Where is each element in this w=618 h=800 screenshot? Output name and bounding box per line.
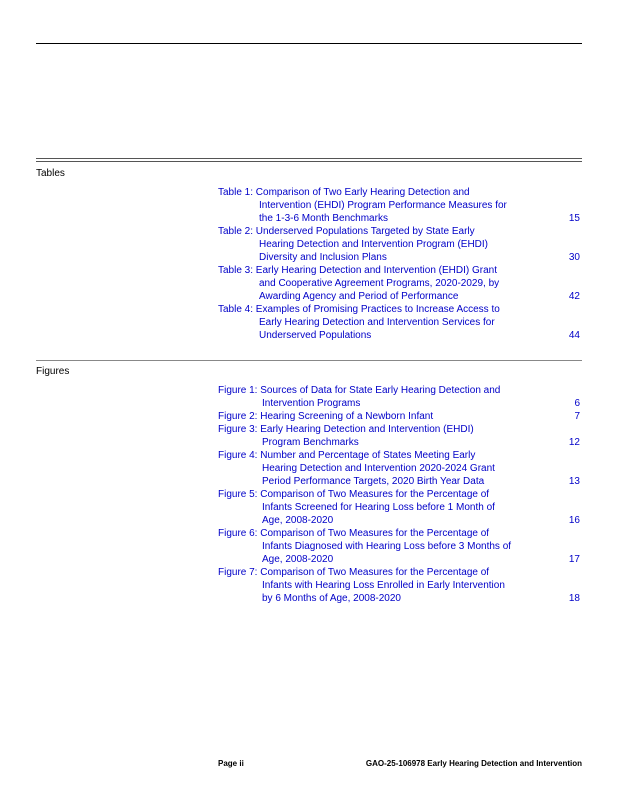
table-entry-4[interactable] [218, 303, 580, 342]
figure-entry-1[interactable] [218, 384, 580, 410]
figure-entry-line: Infants Diagnosed with Hearing Loss before 3 Months of [262, 541, 512, 552]
table-entry-line: Underserved Populations [259, 330, 372, 341]
table-entry-line: the 1-3-6 Month Benchmarks [259, 213, 388, 224]
figure-entry-page-number: 18 [568, 593, 580, 604]
figure-entry-line: Figure 1: Sources of Data for State Early Hearing Detection and [218, 385, 501, 396]
footer-report-title: GAO-25-106978 Early Hearing Detection and Intervention [365, 759, 582, 768]
figure-entry-line: Age, 2008-2020 [262, 554, 334, 565]
table-entry-line: Diversity and Inclusion Plans [259, 252, 387, 263]
table-entry-line: Table 4: Examples of Promising Practices to Increase Access to [218, 304, 500, 315]
figure-entry-line: Figure 3: Early Hearing Detection and Intervention (EHDI) [218, 424, 474, 435]
figure-entry-line: Infants Screened for Hearing Loss before 1 Month of [262, 502, 495, 513]
figure-entry-line: Figure 2: Hearing Screening of a Newborn Infant [218, 411, 434, 422]
header-rule [36, 43, 582, 44]
figure-entry-line: Intervention Programs [262, 398, 361, 409]
figure-entry-line: Figure 5: Comparison of Two Measures for the Percentage of [218, 489, 490, 500]
figure-entry-page-number: 12 [568, 437, 580, 448]
figure-entry-line: Age, 2008-2020 [262, 515, 334, 526]
figure-entry-page-number: 16 [568, 515, 580, 526]
figure-entry-line: Figure 6: Comparison of Two Measures for the Percentage of [218, 528, 490, 539]
figure-entry-line: Period Performance Targets, 2020 Birth Year Data [262, 476, 485, 487]
table-entry-line: Table 1: Comparison of Two Early Hearing Detection and [218, 187, 470, 198]
table-entry-line: Table 3: Early Hearing Detection and Intervention (EHDI) Grant [218, 265, 498, 276]
figure-entry-page-number: 13 [568, 476, 580, 487]
figure-entry-2[interactable] [218, 410, 580, 423]
table-entry-2[interactable] [218, 225, 580, 264]
figure-entry-line: Infants with Hearing Loss Enrolled in Early Intervention [262, 580, 505, 591]
figure-entry-line: by 6 Months of Age, 2008-2020 [262, 593, 401, 604]
figure-entry-7[interactable] [218, 566, 580, 605]
figure-entry-6[interactable] [218, 527, 580, 566]
table-entry-1[interactable] [218, 186, 580, 225]
figure-entry-3[interactable] [218, 423, 580, 449]
table-entry-line: Table 2: Underserved Populations Targeted by State Early [218, 226, 475, 237]
table-entry-page-number: 42 [568, 291, 580, 302]
figure-entry-line: Figure 4: Number and Percentage of States Meeting Early [218, 450, 476, 461]
figure-entry-line: Figure 7: Comparison of Two Measures for the Percentage of [218, 567, 490, 578]
footer-page-label: Page ii [218, 759, 244, 768]
figure-entry-page-number: 17 [568, 554, 580, 565]
figure-entry-line: Program Benchmarks [262, 437, 359, 448]
figure-entry-5[interactable] [218, 488, 580, 527]
table-entry-line: Awarding Agency and Period of Performance [259, 291, 459, 302]
figure-entry-page-number: 6 [574, 398, 580, 409]
table-entry-3[interactable] [218, 264, 580, 303]
table-entry-page-number: 30 [568, 252, 580, 263]
table-entry-page-number: 15 [568, 213, 580, 224]
table-entry-line: Intervention (EHDI) Program Performance Measures for [259, 200, 507, 211]
figure-entry-page-number: 7 [574, 411, 580, 422]
tables-divider [36, 158, 582, 162]
table-entry-page-number: 44 [568, 330, 580, 341]
figure-entry-4[interactable] [218, 449, 580, 488]
figure-entry-line: Hearing Detection and Intervention 2020-2024 Grant [262, 463, 495, 474]
figures-heading: Figures [36, 366, 70, 377]
tables-list [218, 186, 580, 342]
table-entry-line: Early Hearing Detection and Intervention Services for [259, 317, 495, 328]
figures-divider [36, 360, 582, 361]
table-entry-line: and Cooperative Agreement Programs, 2020-2029, by [259, 278, 500, 289]
tables-heading: Tables [36, 168, 65, 179]
table-entry-line: Hearing Detection and Intervention Program (EHDI) [259, 239, 488, 250]
figures-list [218, 384, 580, 605]
